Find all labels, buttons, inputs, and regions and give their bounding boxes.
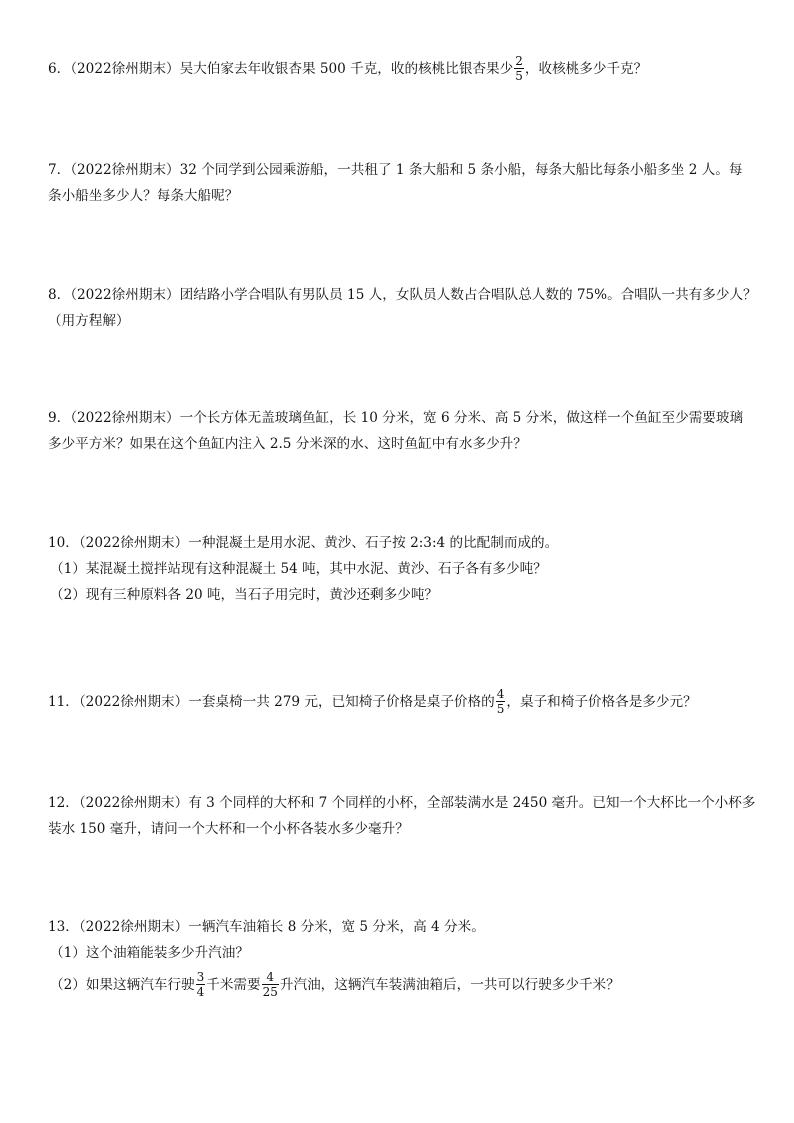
question-11-text: 11．（2022徐州期末）一套桌椅一共 279 元，已知椅子价格是桌子价格的 $\frac{4}{5}$ ，桌子和椅子价格各是多少元？ (48, 687, 697, 716)
question-7-line-2: 条小船坐多少人？每条大船呢？ (48, 188, 239, 204)
fraction-4-25: $\frac{4}{25}$ (262, 970, 278, 999)
question-11 (48, 689, 764, 716)
fraction-2-5: $\frac{2}{5}$ (515, 54, 523, 83)
question-10-stem: 10．（2022徐州期末）一种混凝土是用水泥、黄沙、石子按 2:3:4 的比配制而成的。 (48, 535, 559, 551)
question-6-text: 6．（2022徐州期末）吴大伯家去年收银杏果 500 千克，收的核桃比银杏果少 $\frac{2}{5}$ ，收核桃多少千克？ (48, 54, 648, 83)
fraction-3-4: $\frac{3}{4}$ (196, 970, 205, 999)
question-8-line-1: 8．（2022徐州期末）团结路小学合唱队有男队员 15 人，女队员人数占合唱队总人数的 75%。合唱队一共有多少人？ (48, 287, 757, 303)
question-7-line-1: 7．（2022徐州期末）32 个同学到公园乘游船，一共租了 1 条大船和 5 条小船，每条大船比每条小船多坐 2 人。每 (48, 162, 743, 178)
fraction-4-5: $\frac{4}{5}$ (496, 687, 505, 716)
question-8 (48, 282, 764, 334)
question-13-part-1: （1）这个油箱能装多少升汽油？ (50, 945, 249, 961)
question-9-line-2: 多少平方米？如果在这个鱼缸内注入 2.5 分米深的水、这时鱼缸中有水多少升？ (48, 436, 527, 452)
question-13-stem: 13．（2022徐州期末）一辆汽车油箱长 8 分米，宽 5 分米，高 4 分米。 (48, 919, 485, 935)
question-10-part-1: （1）某混凝土搅拌站现有这种混凝土 54 吨，其中水泥、黄沙、石子各有多少吨？ (50, 561, 547, 577)
question-8-line-2: （用方程解） (48, 313, 130, 329)
question-12 (48, 790, 764, 842)
question-13-part-2: （2）如果这辆汽车行驶 $\frac{3}{4}$ 千米需要 $\frac{4}{25}$ 升汽油，这辆汽车装满油箱后，一共可以行驶多少千米？ (50, 970, 620, 999)
question-10 (48, 530, 764, 608)
question-6 (48, 56, 764, 83)
question-9-line-1: 9．（2022徐州期末）一个长方体无盖玻璃鱼缸，长 10 分米，宽 6 分米、高 5 分米，做这样一个鱼缸至少需要玻璃 (48, 410, 744, 426)
question-10-part-2: （2）现有三种原料各 20 吨，当石子用完时，黄沙还剩多少吨？ (50, 587, 439, 603)
question-12-line-1: 12．（2022徐州期末）有 3 个同样的大杯和 7 个同样的小杯，全部装满水是 2450 毫升。已知一个大杯比一个小杯多 (48, 795, 756, 811)
question-7 (48, 157, 764, 209)
question-12-line-2: 装水 150 毫升，请问一个大杯和一个小杯各装水多少毫升？ (48, 821, 409, 837)
question-13 (48, 914, 764, 999)
question-9 (48, 405, 764, 457)
